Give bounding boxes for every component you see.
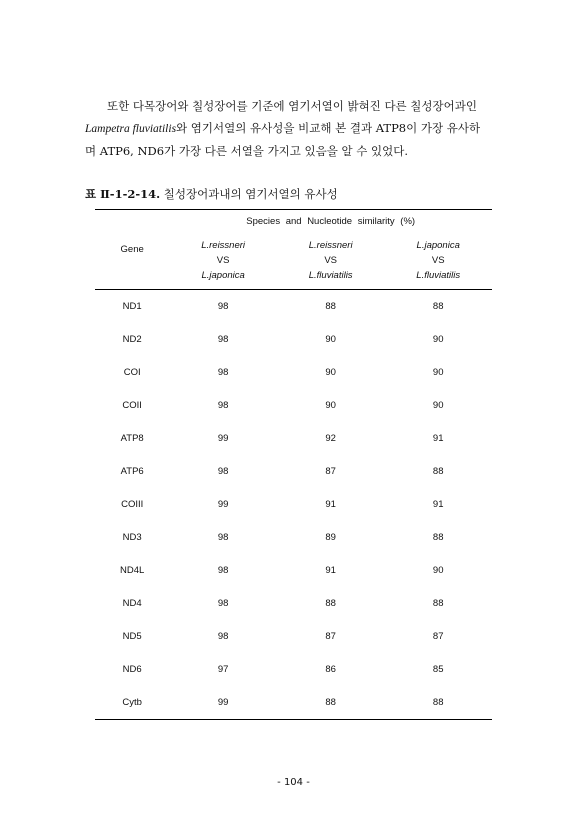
table-row: [95, 587, 492, 620]
value-cell: 88: [432, 697, 444, 708]
similarity-table: [95, 209, 492, 720]
table-row: [95, 455, 492, 488]
species-similarity-header: Species and Nucleotide similarity (%): [246, 215, 416, 227]
value-cell: 91: [432, 499, 444, 510]
gene-cell: ND6: [122, 664, 142, 675]
value-cell: 98: [217, 301, 229, 312]
value-cell: 91: [432, 433, 444, 444]
value-cell: 88: [432, 301, 444, 312]
species-name: Lampetra fluviatilis: [85, 123, 177, 135]
value-cell: 89: [325, 532, 336, 543]
value-cell: 98: [217, 400, 229, 411]
table-caption-title: 칠성장어과내의 염기서열의 유사성: [163, 187, 338, 201]
value-cell: 98: [217, 334, 229, 345]
paragraph-line-2: Lampetra fluviatilis와 염기서열의 유사성을 비교해 본 결과 ATP8이 가장 유사하: [85, 121, 481, 135]
gene-cell: ND4: [122, 598, 142, 609]
gene-column-header: Gene: [95, 210, 169, 290]
body-paragraph: [85, 95, 505, 162]
value-cell: 86: [325, 664, 336, 675]
gene-cell: COIII: [121, 499, 144, 510]
table-row: [95, 290, 492, 324]
value-cell: 88: [325, 301, 336, 312]
comparison-header-1: L.reissneri VS L.japonica: [201, 240, 246, 281]
gene-cell: ND4L: [120, 565, 145, 576]
table-row: [95, 653, 492, 686]
table-row: [95, 323, 492, 356]
gene-cell: ATP6: [120, 466, 144, 477]
table-row: [95, 422, 492, 455]
value-cell: 90: [325, 367, 336, 378]
value-cell: 97: [217, 664, 229, 675]
gene-cell: ND5: [122, 631, 142, 642]
table-row: [95, 620, 492, 653]
value-cell: 91: [325, 499, 336, 510]
table-caption-label: 표 Ⅱ-1-2-14.: [85, 187, 161, 201]
value-cell: 98: [217, 565, 229, 576]
value-cell: 90: [325, 400, 336, 411]
value-cell: 98: [217, 466, 229, 477]
gene-cell: ND3: [122, 532, 142, 543]
value-cell: 99: [217, 433, 229, 444]
paragraph-line-3: 며 ATP6, ND6가 가장 다른 서열을 가지고 있음을 알 수 있었다.: [85, 144, 409, 158]
page-number: - 104 -: [277, 777, 310, 788]
value-cell: 90: [432, 334, 444, 345]
gene-cell: ATP8: [120, 433, 144, 444]
table-row: [95, 554, 492, 587]
value-cell: 88: [325, 697, 336, 708]
table-row: [95, 488, 492, 521]
value-cell: 85: [432, 664, 444, 675]
value-cell: 92: [325, 433, 336, 444]
table-header-row: [95, 210, 492, 233]
value-cell: 90: [325, 334, 336, 345]
gene-cell: ND2: [122, 334, 142, 345]
value-cell: 88: [325, 598, 336, 609]
table-row: [95, 686, 492, 720]
value-cell: 90: [432, 367, 444, 378]
value-cell: 88: [432, 466, 444, 477]
value-cell: 98: [217, 532, 229, 543]
gene-cell: Cytb: [122, 697, 142, 708]
table-row: [95, 389, 492, 422]
gene-cell: COII: [122, 400, 142, 411]
gene-cell: COI: [123, 367, 141, 378]
value-cell: 99: [217, 697, 229, 708]
comparison-header-2: L.reissneri VS L.fluviatilis: [308, 240, 353, 281]
table-caption: [85, 186, 338, 202]
value-cell: 98: [217, 367, 229, 378]
table-row: [95, 521, 492, 554]
value-cell: 88: [432, 598, 444, 609]
table-row: [95, 356, 492, 389]
comparison-header-3: L.japonica VS L.fluviatilis: [416, 240, 461, 281]
value-cell: 91: [325, 565, 336, 576]
paragraph-line-1: 또한 다목장어와 칠성장어를 기준에 염기서열이 밝혀진 다른 칠성장어과인: [107, 99, 477, 113]
value-cell: 90: [432, 400, 444, 411]
value-cell: 98: [217, 631, 229, 642]
value-cell: 98: [217, 598, 229, 609]
value-cell: 99: [217, 499, 229, 510]
value-cell: 88: [432, 532, 444, 543]
gene-cell: ND1: [122, 301, 142, 312]
value-cell: 87: [432, 631, 444, 642]
value-cell: 90: [432, 565, 444, 576]
value-cell: 87: [325, 631, 336, 642]
value-cell: 87: [325, 466, 336, 477]
